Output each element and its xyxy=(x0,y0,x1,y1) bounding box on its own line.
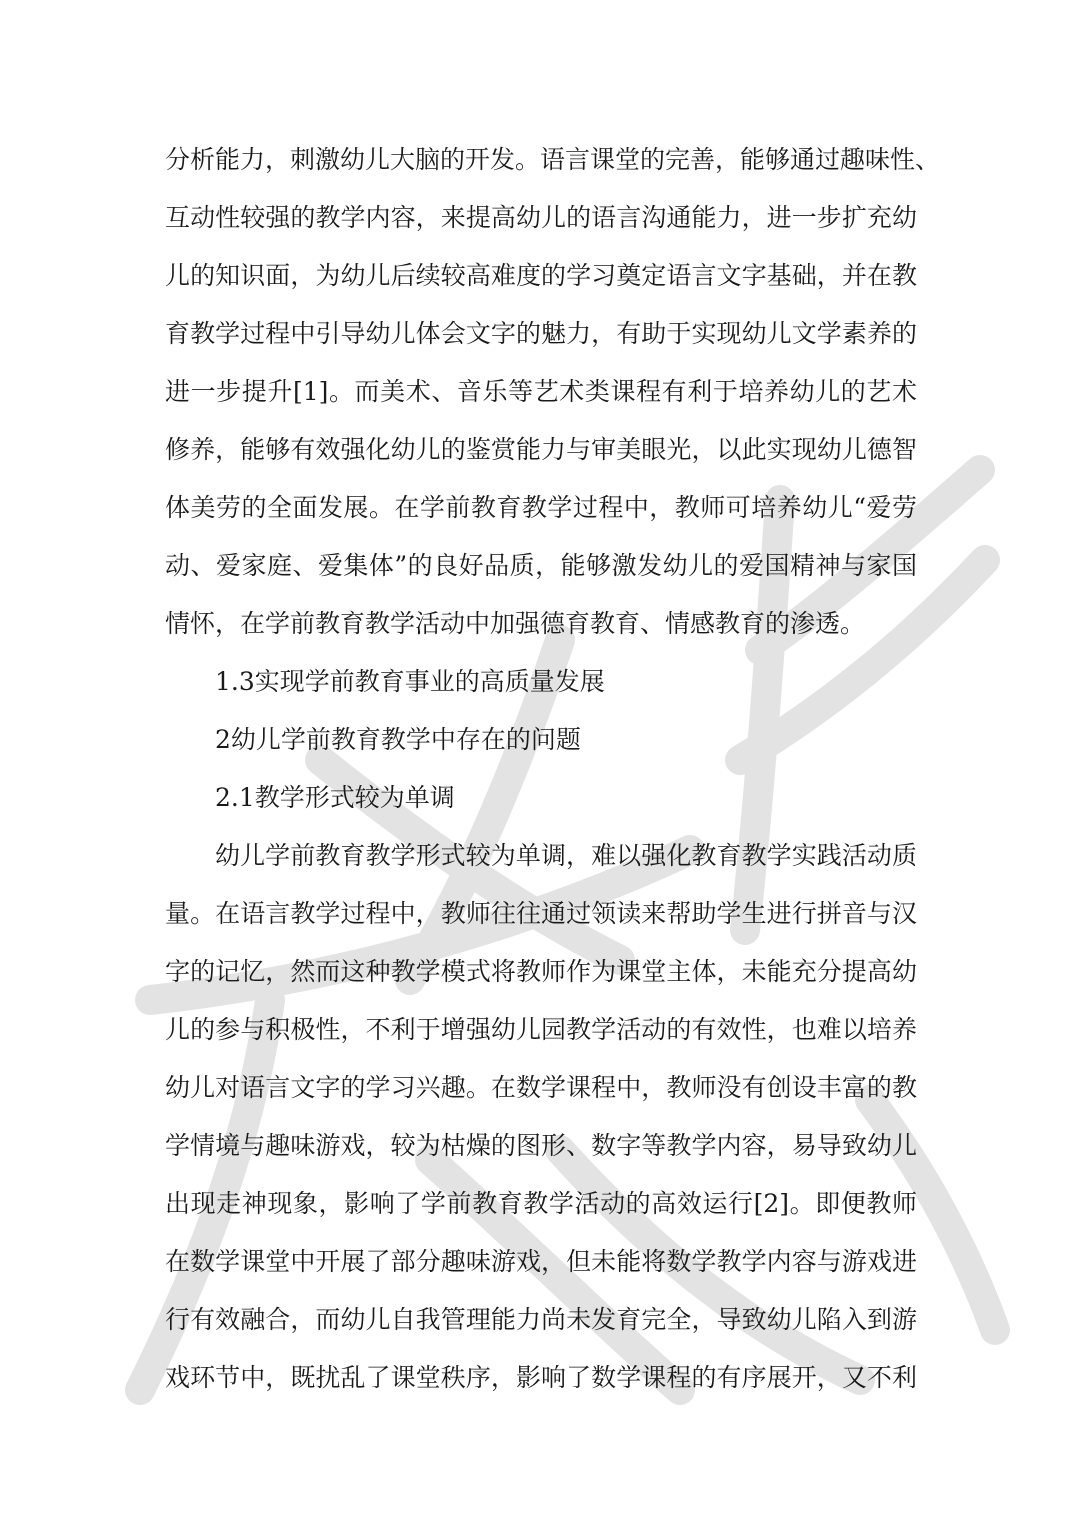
text-line: 幼儿学前教育教学形式较为单调，难以强化教育教学实践活动质 xyxy=(215,841,917,870)
text-line: 育教学过程中引导幼儿体会文字的魅力，有助于实现幼儿文学素养的 xyxy=(165,319,917,348)
text-line: 儿的参与积极性，不利于增强幼儿园教学活动的有效性，也难以培养 xyxy=(165,1015,917,1044)
text-line: 量。在语言教学过程中，教师往往通过领读来帮助学生进行拼音与汉 xyxy=(165,899,917,928)
text-line: 情怀，在学前教育教学活动中加强德育教育、情感教育的渗透。 xyxy=(165,609,866,638)
text-line: 体美劳的全面发展。在学前教育教学过程中，教师可培养幼儿“爱劳 xyxy=(165,493,917,522)
text-line: 儿的知识面，为幼儿后续较高难度的学习奠定语言文字基础，并在教 xyxy=(165,261,917,290)
text-line: 出现走神现象，影响了学前教育教学活动的高效运行[2]。即便教师 xyxy=(165,1189,917,1218)
text-line: 学情境与趣味游戏，较为枯燥的图形、数字等教学内容，易导致幼儿 xyxy=(165,1131,917,1160)
document-body xyxy=(165,131,941,1407)
section-heading-2: 2幼儿学前教育教学中存在的问题 xyxy=(215,725,581,754)
section-heading-1-3: 1.3实现学前教育事业的高质量发展 xyxy=(215,667,605,696)
paragraph-1 xyxy=(165,131,941,653)
paragraph-2 xyxy=(165,827,917,1407)
text-line: 在数学课堂中开展了部分趣味游戏，但未能将数学教学内容与游戏进 xyxy=(165,1247,917,1276)
section-heading-2-1: 2.1教学形式较为单调 xyxy=(215,783,455,812)
text-line: 戏环节中，既扰乱了课堂秩序，影响了数学课程的有序展开，又不利 xyxy=(165,1363,917,1392)
text-line: 字的记忆，然而这种教学模式将教师作为课堂主体，未能充分提高幼 xyxy=(165,957,917,986)
text-line: 互动性较强的教学内容，来提高幼儿的语言沟通能力，进一步扩充幼 xyxy=(165,203,917,232)
text-line: 幼儿对语言文字的学习兴趣。在数学课程中，教师没有创设丰富的教 xyxy=(165,1073,917,1102)
text-line: 进一步提升[1]。而美术、音乐等艺术类课程有利于培养幼儿的艺术 xyxy=(165,377,917,406)
text-line: 修养，能够有效强化幼儿的鉴赏能力与审美眼光，以此实现幼儿德智 xyxy=(165,435,917,464)
text-line: 行有效融合，而幼儿自我管理能力尚未发育完全，导致幼儿陷入到游 xyxy=(165,1305,917,1334)
text-line: 分析能力，刺激幼儿大脑的开发。语言课堂的完善，能够通过趣味性、 xyxy=(165,145,941,174)
text-line: 动、爱家庭、爱集体”的良好品质，能够激发幼儿的爱国精神与家国 xyxy=(165,551,917,580)
